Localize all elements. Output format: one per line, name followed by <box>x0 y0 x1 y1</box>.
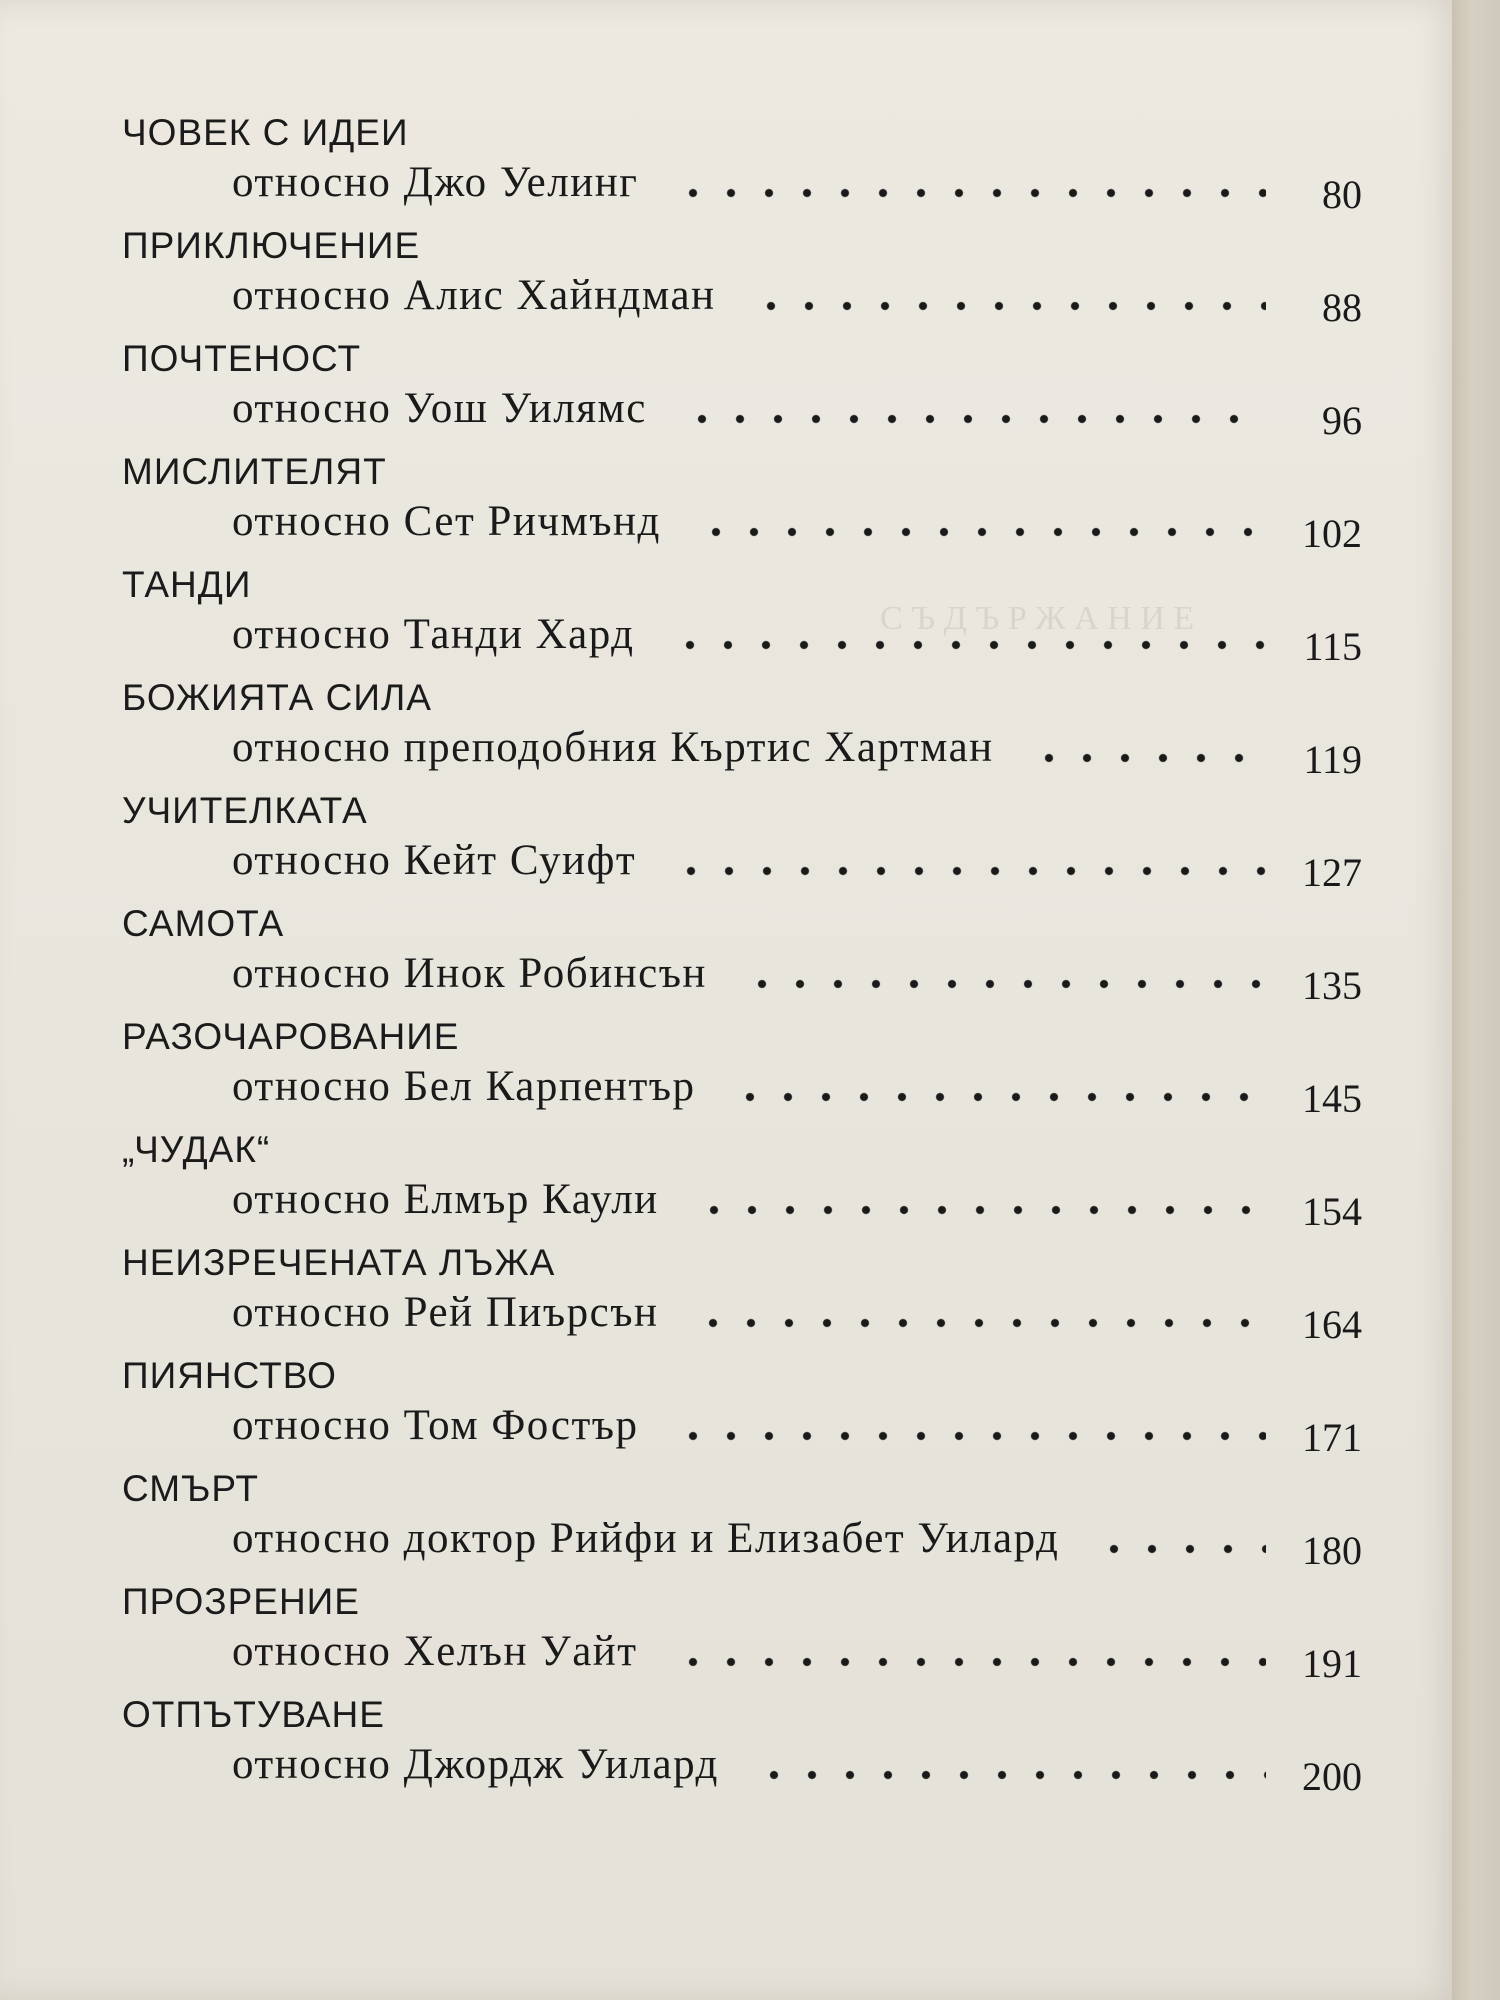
dot-leader <box>672 866 1266 876</box>
page-edge <box>1452 0 1500 2000</box>
section-title: МИСЛИТЕЛЯТ <box>122 451 387 492</box>
page-number: 80 <box>1322 172 1362 217</box>
dot-leader <box>674 1657 1266 1667</box>
entry-subtitle: относно Алис Хайндман <box>232 272 716 319</box>
entry-subtitle: относно преподобния Къртис Хартман <box>232 724 994 771</box>
page-number: 200 <box>1302 1754 1362 1799</box>
entry-subtitle: относно Джордж Уилард <box>232 1741 719 1788</box>
section-title: СМЪРТ <box>122 1468 260 1509</box>
table-of-contents <box>122 108 1362 1803</box>
section-title: САМОТА <box>122 903 285 944</box>
entry-line <box>122 1508 1362 1573</box>
dot-leader <box>1030 753 1266 763</box>
entry-line <box>122 1395 1362 1460</box>
entry-subtitle: относно доктор Рийфи и Елизабет Уилард <box>232 1515 1060 1562</box>
entry-subtitle: относно Елмър Каули <box>232 1176 659 1223</box>
toc-entry <box>122 221 1362 330</box>
entry-line <box>122 491 1362 556</box>
toc-entry <box>122 1351 1362 1460</box>
entry-line <box>122 152 1362 217</box>
section-title: РАЗОЧАРОВАНИЕ <box>122 1016 460 1057</box>
entry-line <box>122 943 1362 1008</box>
toc-entry <box>122 560 1362 669</box>
section-title: ПРИКЛЮЧЕНИЕ <box>122 225 421 266</box>
entry-subtitle: относно Кейт Суифт <box>232 837 637 884</box>
page-number: 88 <box>1322 285 1362 330</box>
page-number: 191 <box>1302 1641 1362 1686</box>
dot-leader <box>695 1205 1266 1215</box>
dot-leader <box>694 1318 1266 1328</box>
section-title: „ЧУДАК“ <box>122 1129 271 1170</box>
dot-leader <box>752 301 1266 311</box>
dot-leader <box>683 414 1266 424</box>
toc-entry <box>122 673 1362 782</box>
toc-entry <box>122 1012 1362 1121</box>
toc-entry <box>122 447 1362 556</box>
toc-entry <box>122 1464 1362 1573</box>
entry-subtitle: относно Сет Ричмънд <box>232 498 661 545</box>
page-number: 154 <box>1302 1189 1362 1234</box>
toc-entry <box>122 1577 1362 1686</box>
entry-subtitle: относно Джо Уелинг <box>232 159 639 206</box>
dot-leader <box>731 1092 1266 1102</box>
entry-line <box>122 265 1362 330</box>
entry-line <box>122 1056 1362 1121</box>
dot-leader <box>755 1770 1266 1780</box>
toc-entry <box>122 786 1362 895</box>
page-number: 145 <box>1302 1076 1362 1121</box>
section-title: ТАНДИ <box>122 564 252 605</box>
page-number: 135 <box>1302 963 1362 1008</box>
dot-leader <box>743 979 1266 989</box>
dot-leader <box>674 188 1266 198</box>
dot-leader <box>1095 1544 1266 1554</box>
page-number: 115 <box>1303 624 1362 669</box>
entry-subtitle: относно Рей Пиърсън <box>232 1289 659 1336</box>
page-number: 180 <box>1302 1528 1362 1573</box>
section-title: БОЖИЯТА СИЛА <box>122 677 432 718</box>
entry-line <box>122 1282 1362 1347</box>
entry-subtitle: относно Танди Хард <box>232 611 635 658</box>
section-title: ПРОЗРЕНИЕ <box>122 1581 360 1622</box>
toc-entry <box>122 334 1362 443</box>
entry-subtitle: относно Уош Уилямс <box>232 385 647 432</box>
entry-subtitle: относно Хелън Уайт <box>232 1628 638 1675</box>
page-number: 127 <box>1302 850 1362 895</box>
dot-leader <box>697 527 1266 537</box>
entry-subtitle: относно Бел Карпентър <box>232 1063 696 1110</box>
toc-entry <box>122 1690 1362 1799</box>
entry-line <box>122 1169 1362 1234</box>
entry-line <box>122 378 1362 443</box>
section-title: ЧОВЕК С ИДЕИ <box>122 112 409 153</box>
entry-line <box>122 717 1362 782</box>
entry-line <box>122 1734 1362 1799</box>
show-through-text: С Ъ Д Ъ Р Ж А Н И Е <box>880 600 1195 637</box>
entry-subtitle: относно Том Фостър <box>232 1402 639 1449</box>
page-number: 164 <box>1302 1302 1362 1347</box>
dot-leader <box>671 640 1266 650</box>
toc-entry <box>122 108 1362 217</box>
section-title: ПИЯНСТВО <box>122 1355 337 1396</box>
entry-line <box>122 1621 1362 1686</box>
section-title: ОТПЪТУВАНЕ <box>122 1694 385 1735</box>
dot-leader <box>674 1431 1266 1441</box>
section-title: ПОЧТЕНОСТ <box>122 338 362 379</box>
toc-entry <box>122 899 1362 1008</box>
section-title: УЧИТЕЛКАТА <box>122 790 368 831</box>
entry-line <box>122 604 1362 669</box>
toc-entry <box>122 1238 1362 1347</box>
page-number: 119 <box>1303 737 1362 782</box>
page-number: 96 <box>1322 398 1362 443</box>
section-title: НЕИЗРЕЧЕНАТА ЛЪЖА <box>122 1242 556 1283</box>
page-number: 102 <box>1302 511 1362 556</box>
entry-subtitle: относно Инок Робинсън <box>232 950 707 997</box>
entry-line <box>122 830 1362 895</box>
toc-entry <box>122 1125 1362 1234</box>
page-number: 171 <box>1302 1415 1362 1460</box>
